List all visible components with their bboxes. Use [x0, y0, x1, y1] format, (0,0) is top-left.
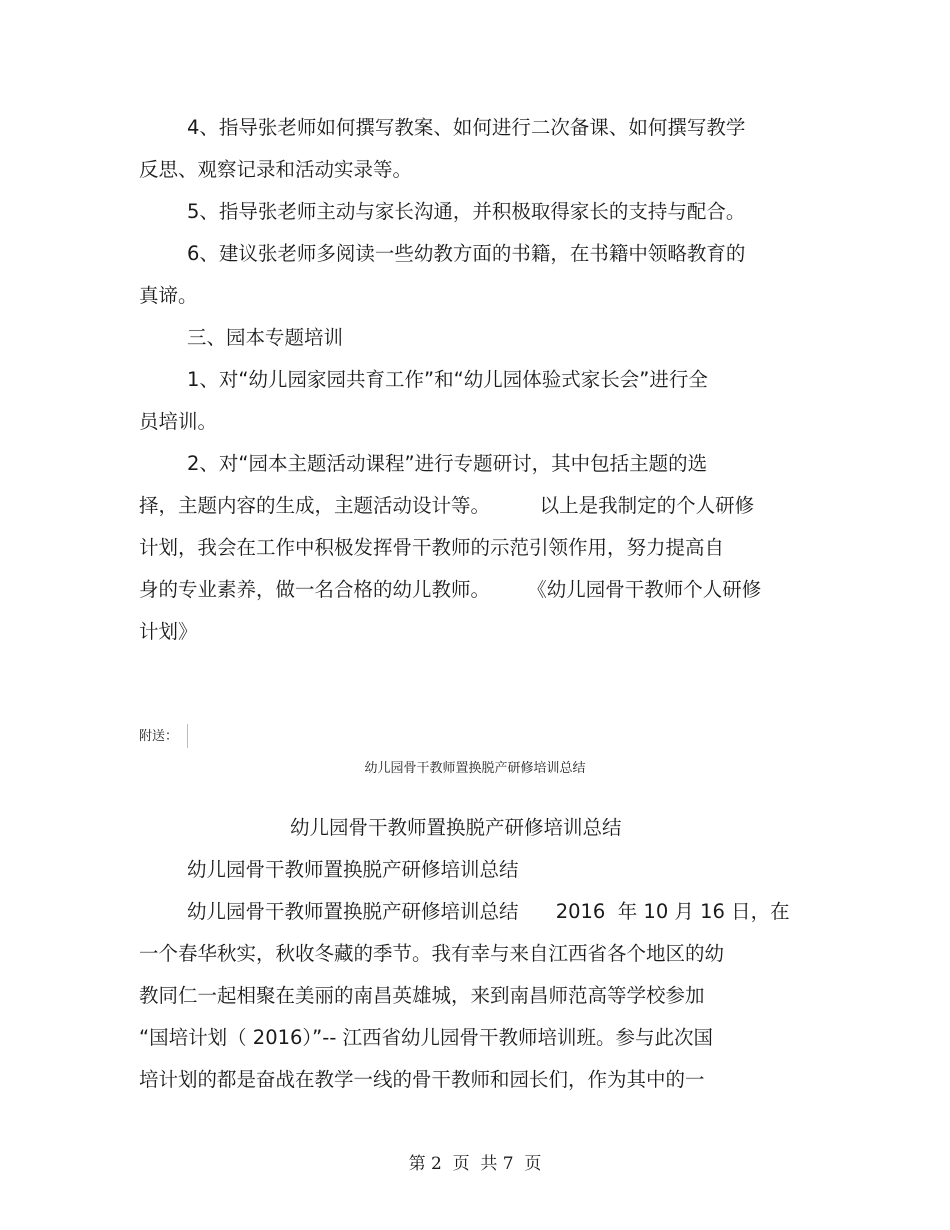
- paragraph-item-2-line1: 2、对“园本主题活动课程”进行专题研讨，其中包括主题的选: [187, 452, 708, 475]
- paragraph-item-2-line3: 计划，我会在工作中积极发挥骨干教师的示范引领作用，努力提高自: [139, 536, 725, 559]
- paragraph-item-4-line1: 4、指导张老师如何撰写教案、如何进行二次备课、如何撰写教学: [187, 116, 746, 139]
- article-subtitle: 幼儿园骨干教师置换脱产研修培训总结: [187, 858, 519, 881]
- page-footer: 第 2 页 共 7 页: [408, 1154, 542, 1174]
- paragraph-item-6-line1: 6、建议张老师多阅读一些幼教方面的书籍，在书籍中领略教育的: [187, 242, 746, 265]
- article-paragraph-line2: 一个春华秋实，秋收冬藏的季节。我有幸与来自江西省各个地区的幼: [139, 942, 725, 965]
- section-heading-3: 三、园本专题培训: [187, 326, 344, 349]
- paragraph-item-6-line2: 真谛。: [139, 284, 198, 307]
- article-paragraph-line1: 幼儿园骨干教师置换脱产研修培训总结 2016 年 10 月 16 日，在: [187, 900, 790, 923]
- attachment-label: 附送：: [139, 729, 179, 744]
- article-paragraph-line4: “国培计划（ 2016）”-- 江西省幼儿园骨干教师培训班。参与此次国: [139, 1026, 714, 1049]
- divider: [187, 724, 188, 748]
- paragraph-item-2-line5: 计划》: [139, 620, 198, 643]
- article-paragraph-line3: 教同仁一起相聚在美丽的南昌英雄城，来到南昌师范高等学校参加: [139, 984, 705, 1007]
- paragraph-item-1-line1: 1、对“幼儿园家园共育工作”和“幼儿园体验式家长会”进行全: [187, 368, 708, 391]
- paragraph-item-2-line2: 择，主题内容的生成，主题活动设计等。 以上是我制定的个人研修: [139, 494, 755, 517]
- paragraph-item-2-line4: 身的专业素养，做一名合格的幼儿教师。 《幼儿园骨干教师个人研修: [139, 578, 762, 601]
- article-title: 幼儿园骨干教师置换脱产研修培训总结: [290, 816, 622, 839]
- paragraph-item-4-line2: 反思、观察记录和活动实录等。: [139, 158, 413, 181]
- small-title: 幼儿园骨干教师置换脱产研修培训总结: [364, 761, 586, 776]
- paragraph-item-5: 5、指导张老师主动与家长沟通，并积极取得家长的支持与配合。: [187, 200, 746, 223]
- paragraph-item-1-line2: 员培训。: [139, 410, 218, 433]
- article-paragraph-line5: 培计划的都是奋战在教学一线的骨干教师和园长们，作为其中的一: [139, 1068, 705, 1091]
